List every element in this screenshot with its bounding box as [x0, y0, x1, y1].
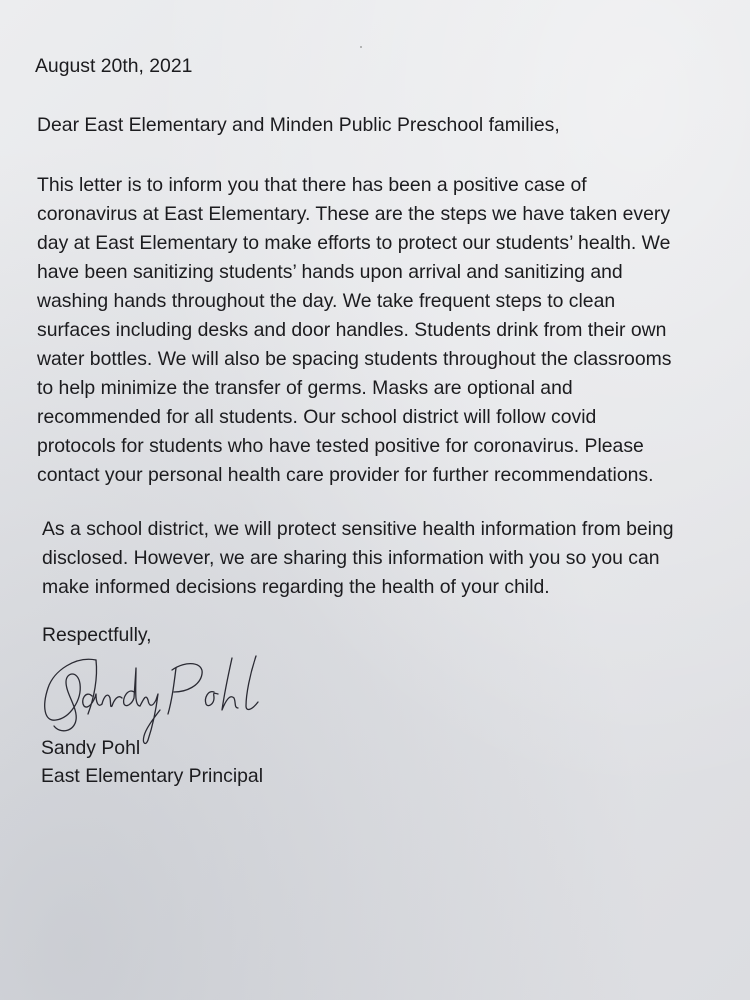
paragraph-line: coronavirus at East Elementary. These are the steps we have taken every — [37, 203, 671, 225]
paragraph-line: recommended for all students. Our school district will follow covid — [37, 406, 597, 428]
paragraph-line: As a school district, we will protect sensitive health information from being — [42, 518, 674, 540]
paragraph-line: protocols for students who have tested positive for coronavirus. Please — [37, 435, 644, 457]
signer-name: Sandy Pohl — [41, 737, 141, 759]
paragraph-line: day at East Elementary to make efforts to protect our students’ health. We — [37, 232, 671, 254]
paragraph-line: surfaces including desks and door handles. Students drink from their own — [37, 319, 667, 341]
letter-paragraph-2 — [42, 515, 674, 602]
handwritten-signature — [36, 648, 266, 748]
letter-salutation: Dear East Elementary and Minden Public Preschool families, — [37, 114, 560, 136]
paragraph-line: make informed decisions regarding the health of your child. — [42, 576, 550, 598]
paragraph-line: water bottles. We will also be spacing students throughout the classrooms — [37, 348, 672, 370]
paragraph-line: to help minimize the transfer of germs. Masks are optional and — [37, 377, 573, 399]
letter-date: August 20th, 2021 — [35, 55, 193, 77]
paragraph-line: contact your personal health care provider for further recommendations. — [37, 464, 654, 486]
letter-paragraph-1 — [37, 171, 671, 490]
paper-speck — [360, 46, 362, 48]
paragraph-line: washing hands throughout the day. We take frequent steps to clean — [37, 290, 616, 312]
paragraph-line: This letter is to inform you that there has been a positive case of — [37, 174, 587, 196]
letter-closing: Respectfully, — [42, 624, 152, 646]
paragraph-line: disclosed. However, we are sharing this information with you so you can — [42, 547, 660, 569]
paragraph-line: have been sanitizing students’ hands upon arrival and sanitizing and — [37, 261, 623, 283]
signer-title: East Elementary Principal — [41, 765, 264, 787]
